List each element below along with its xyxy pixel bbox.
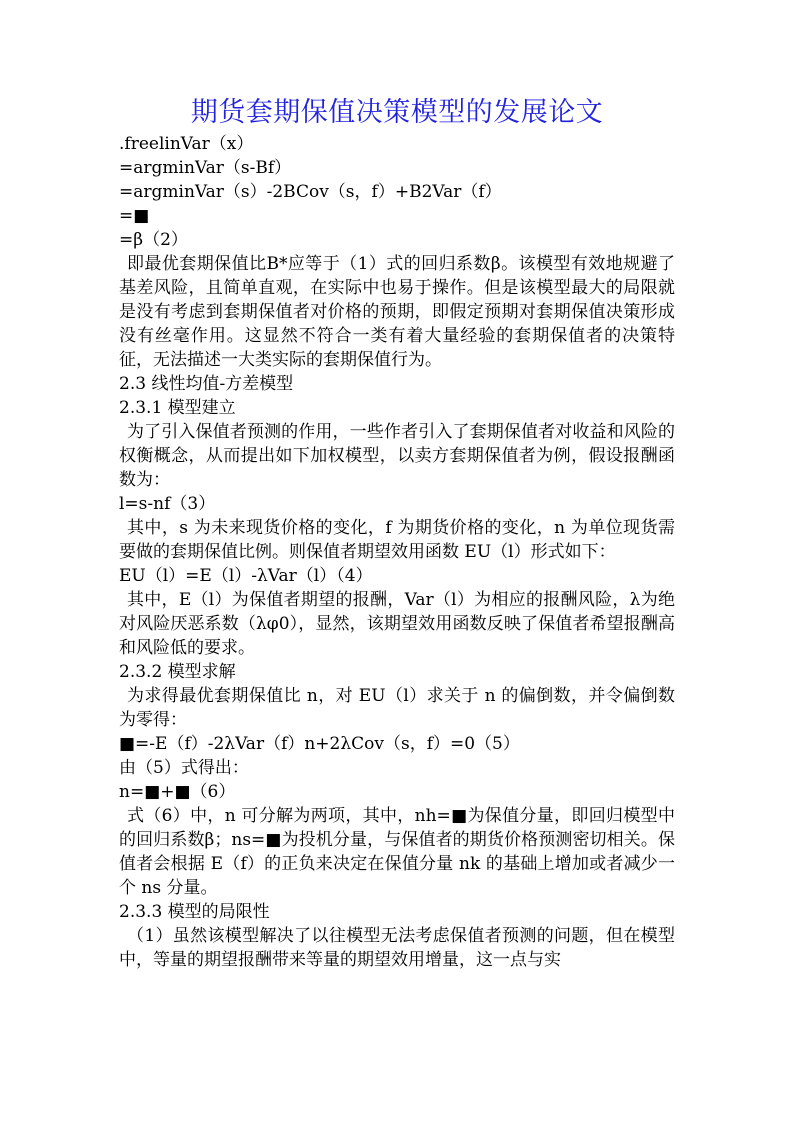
- formula-line-3: =argminVar（s）-2BCov（s，f）+B2Var（f）: [119, 182, 502, 202]
- section-heading-2-3: 2.3 线性均值-方差模型: [119, 374, 294, 394]
- equation-5-lead: 由（5）式得出：: [119, 758, 249, 778]
- paragraph-optimal-hedge-ratio: 即最优套期保值比B*应等于（1）式的回归系数β。该模型有效地规避了基差风险，且简单直观，在实际中也易于操作。但是该模型最大的局限就是没有考虑到套期保值者对价格的预期，即假定预期对套期保值决策形成没有丝毫作用。这显然不符合一类有着大量经验的套期保值者的决策特征，无法描述一大类实际的套期保值行为。: [119, 254, 675, 370]
- document-page: [119, 94, 675, 972]
- paragraph-decomposition: 式（6）中，n 可分解为两项，其中，nh=■为保值分量，即回归模型中的回归系数β；ns=■为投机分量，与保值者的期货价格预测密切相关。保值者会根据 E（f）的正负来决定在保值分量 nk 的基础上增加或者减少一个 ns 分量。: [119, 806, 675, 898]
- formula-line-2: =argminVar（s-Bf）: [119, 158, 292, 178]
- section-heading-2-3-3: 2.3.3 模型的局限性: [119, 902, 270, 922]
- equation-6: n=■+■（6）: [119, 782, 236, 802]
- equation-5: ■=-E（f）-2λVar（f）n+2λCov（s，f）=0（5）: [119, 734, 520, 754]
- paragraph-limitations: （1）虽然该模型解决了以往模型无法考虑保值者预测的问题，但在模型中，等量的期望报酬带来等量的期望效用增量，这一点与实: [119, 926, 675, 970]
- section-heading-2-3-1: 2.3.1 模型建立: [119, 398, 236, 418]
- paragraph-variable-definitions: 其中，s 为未来现货价格的变化，f 为期货价格的变化，n 为单位现货需要做的套期保值比例。则保值者期望效用函数 EU（l）形式如下：: [119, 518, 675, 562]
- formula-line-1: .freelinVar（x）: [119, 134, 254, 154]
- formula-line-5: =β（2）: [119, 230, 188, 250]
- formula-line-4: =■: [119, 206, 150, 226]
- paragraph-model-setup: 为了引入保值者预测的作用，一些作者引入了套期保值者对收益和风险的权衡概念，从而提出如下加权模型，以卖方套期保值者为例，假设报酬函数为：: [119, 422, 675, 490]
- paragraph-model-solution: 为求得最优套期保值比 n，对 EU（l）求关于 n 的偏倒数，并令偏倒数为零得：: [119, 686, 675, 730]
- paragraph-utility-explanation: 其中，E（l）为保值者期望的报酬，Var（l）为相应的报酬风险，λ为绝对风险厌恶系数（λφ0），显然，该期望效用函数反映了保值者希望报酬高和风险低的要求。: [119, 590, 675, 658]
- equation-4: EU（l）=E（l）-λVar（l）（4）: [119, 566, 373, 586]
- document-title: 期货套期保值决策模型的发展论文: [190, 97, 604, 128]
- equation-3: l=s-nf（3）: [119, 494, 216, 514]
- section-heading-2-3-2: 2.3.2 模型求解: [119, 662, 236, 682]
